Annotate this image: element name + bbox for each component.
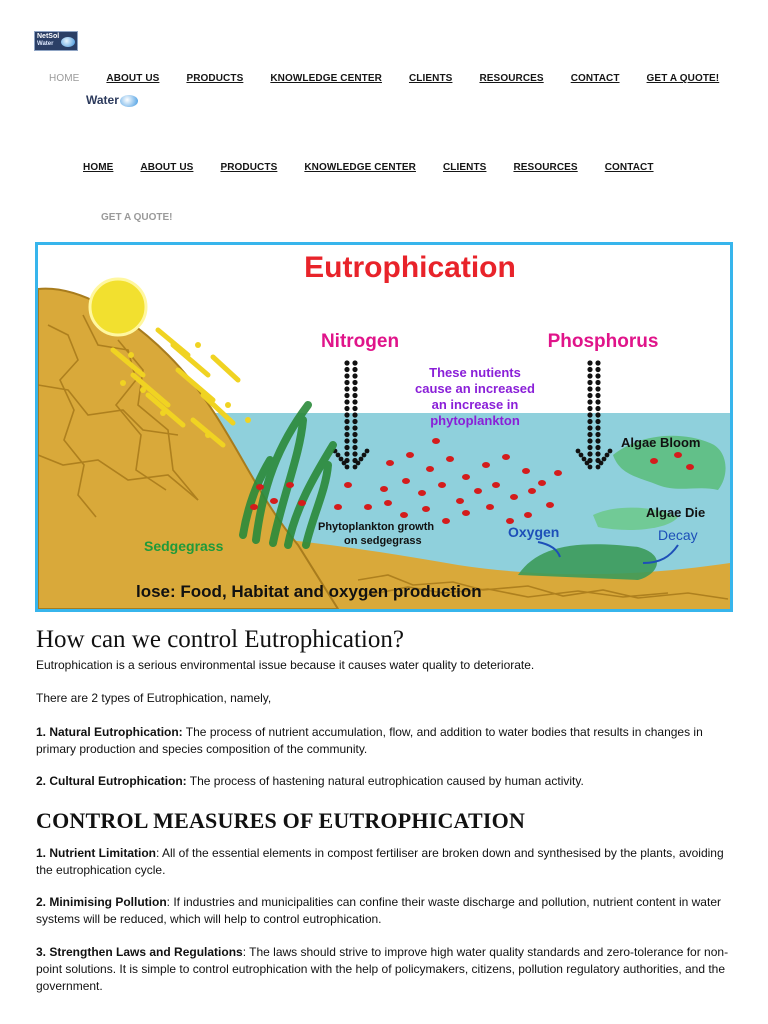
nutrient-dot xyxy=(352,380,357,385)
nutrient-dot xyxy=(595,425,600,430)
nutrient-dot xyxy=(587,451,592,456)
nutrient-dot xyxy=(599,461,604,466)
nutrient-dot xyxy=(582,457,587,462)
nutrient-dot xyxy=(587,412,592,417)
nutrient-dot xyxy=(342,461,347,466)
nutrient-dot xyxy=(595,373,600,378)
nav-contact[interactable]: CONTACT xyxy=(570,73,620,84)
phytoplankton-dot xyxy=(546,502,554,508)
nav2-about-us[interactable]: ABOUT US xyxy=(140,162,194,173)
nav-products[interactable]: PRODUCTS xyxy=(186,73,244,84)
nutrient-dot xyxy=(576,449,581,454)
nav-about-us[interactable]: ABOUT US xyxy=(106,73,160,84)
phyto-growth-line2: on sedgegrass xyxy=(344,535,422,547)
eutrophication-illustration xyxy=(35,242,733,612)
nav2-resources[interactable]: RESOURCES xyxy=(513,162,578,173)
measure2-label: 2. Minimising Pollution xyxy=(36,895,167,909)
phytoplankton-dot xyxy=(426,466,434,472)
nutrient-dot xyxy=(352,406,357,411)
nutrients-note-line2: cause an increased xyxy=(415,381,535,396)
water-drop-icon xyxy=(61,37,75,47)
nutrient-dot xyxy=(344,451,349,456)
phytoplankton-dot xyxy=(442,518,450,524)
phytoplankton-dot xyxy=(538,480,546,486)
nutrient-dot xyxy=(595,445,600,450)
phytoplankton-dot xyxy=(364,504,372,510)
phytoplankton-dot xyxy=(650,458,658,464)
nutrient-dot xyxy=(587,399,592,404)
phosphorus-label: Phosphorus xyxy=(547,331,659,352)
nutrient-dot xyxy=(608,449,613,454)
type2-label: 2. Cultural Eutrophication: xyxy=(36,774,187,788)
measure1-label: 1. Nutrient Limitation xyxy=(36,846,156,860)
phytoplankton-dot xyxy=(482,462,490,468)
nutrient-dot xyxy=(587,373,592,378)
nutrient-dot xyxy=(588,465,593,470)
nutrient-dot xyxy=(595,432,600,437)
phytoplankton-dot xyxy=(492,482,500,488)
nutrient-dot xyxy=(596,465,601,470)
phytoplankton-dot xyxy=(462,474,470,480)
nutrient-dot xyxy=(587,360,592,365)
nutrient-dot xyxy=(353,465,358,470)
nutrients-note-line3: an increase in xyxy=(431,397,519,412)
measure3-paragraph xyxy=(36,944,736,995)
type1-text: The process of nutrient accumulation, flow, and addition to water bodies that results in changes in primary production and species composition of the community. xyxy=(36,725,703,756)
algae-die-label: Algae Die xyxy=(646,505,706,520)
phytoplankton-dot xyxy=(474,488,482,494)
nutrient-dot xyxy=(579,453,584,458)
phytoplankton-dot xyxy=(402,478,410,484)
nutrient-dot xyxy=(344,373,349,378)
nav-clients[interactable]: CLIENTS xyxy=(408,73,453,84)
nav2-knowledge-center[interactable]: KNOWLEDGE CENTER xyxy=(304,162,416,173)
nutrient-dot xyxy=(602,457,607,462)
phytoplankton-dot xyxy=(502,454,510,460)
type1-label: 1. Natural Eutrophication: xyxy=(36,725,183,739)
nutrient-dot xyxy=(595,360,600,365)
nutrient-dot xyxy=(587,419,592,424)
nutrient-dot xyxy=(344,360,349,365)
phytoplankton-dot xyxy=(432,438,440,444)
phytoplankton-dot xyxy=(418,490,426,496)
nutrient-dot xyxy=(344,406,349,411)
phytoplankton-dot xyxy=(256,484,264,490)
nutrient-dot xyxy=(352,373,357,378)
oxygen-label: Oxygen xyxy=(508,524,560,540)
phytoplankton-dot xyxy=(384,500,392,506)
nutrient-dot xyxy=(605,453,610,458)
nutrient-dot xyxy=(587,406,592,411)
phytoplankton-dot xyxy=(250,504,258,510)
netsol-logo[interactable] xyxy=(34,31,78,51)
nutrient-dot xyxy=(595,438,600,443)
nutrient-dot xyxy=(595,412,600,417)
nutrient-dot xyxy=(352,412,357,417)
nutrient-dot xyxy=(352,451,357,456)
water-logo-text: Water xyxy=(86,93,119,107)
nutrient-dot xyxy=(352,367,357,372)
phytoplankton-dot xyxy=(522,468,530,474)
phytoplankton-dot xyxy=(386,460,394,466)
control-measures-heading: CONTROL MEASURES OF EUTROPHICATION xyxy=(36,808,526,833)
logo-line1: NetSol xyxy=(37,33,60,40)
nutrient-dot xyxy=(344,380,349,385)
nitrogen-label: Nitrogen xyxy=(320,331,400,352)
nutrient-dot xyxy=(595,367,600,372)
nutrient-dot xyxy=(365,449,370,454)
type2-paragraph xyxy=(36,773,736,790)
nutrient-dot xyxy=(352,425,357,430)
types-intro: There are 2 types of Eutrophication, namely, xyxy=(36,691,272,705)
nutrient-dot xyxy=(587,380,592,385)
nutrient-dot xyxy=(345,465,350,470)
eutrophication-diagram xyxy=(38,245,730,609)
decay-label: Decay xyxy=(658,527,698,543)
nutrient-dot xyxy=(356,461,361,466)
water-logo[interactable] xyxy=(86,93,138,107)
phytoplankton-dot xyxy=(270,498,278,504)
nutrient-dot xyxy=(344,412,349,417)
nutrient-dot xyxy=(595,451,600,456)
measure1-paragraph xyxy=(36,845,736,879)
nutrient-dot xyxy=(344,438,349,443)
nutrient-dot xyxy=(352,419,357,424)
nutrient-dot xyxy=(587,432,592,437)
sedgegrass-label: Sedgegrass xyxy=(144,538,224,554)
measure2-text: : If industries and municipalities can confine their waste discharge and pollution, nutrient content in water systems will be reduced, which will help to control eutrophication. xyxy=(36,895,721,926)
phytoplankton-dot xyxy=(528,488,536,494)
phyto-growth-line1: Phytoplankton growth xyxy=(318,521,435,533)
lose-caption: lose: Food, Habitat and oxygen production xyxy=(136,582,482,601)
nutrient-dot xyxy=(595,386,600,391)
nutrient-dot xyxy=(344,367,349,372)
nutrients-note-line1: These nutients xyxy=(429,365,521,380)
algae-bloom-label: Algae Bloom xyxy=(621,435,701,450)
phytoplankton-dot xyxy=(400,512,408,518)
nav-knowledge-center[interactable]: KNOWLEDGE CENTER xyxy=(270,73,382,84)
phytoplankton-dot xyxy=(524,512,532,518)
nutrient-dot xyxy=(595,380,600,385)
measure1-text: : All of the essential elements in compost fertiliser are broken down and synthesised by the plants, avoiding the eutrophication cycle. xyxy=(36,846,724,877)
nav2-get-a-quote[interactable]: GET A QUOTE! xyxy=(101,212,173,223)
nutrient-dot xyxy=(344,432,349,437)
phytoplankton-dot xyxy=(406,452,414,458)
diagram-title: Eutrophication xyxy=(304,251,516,284)
nav2-home[interactable]: HOME xyxy=(83,162,114,173)
nav-resources[interactable]: RESOURCES xyxy=(479,73,544,84)
phytoplankton-dot xyxy=(510,494,518,500)
phytoplankton-dot xyxy=(344,482,352,488)
nav-home[interactable]: HOME xyxy=(49,73,80,84)
nutrient-dot xyxy=(352,386,357,391)
nutrient-dot xyxy=(352,445,357,450)
water-drop-icon xyxy=(120,95,138,107)
measure3-label: 3. Strengthen Laws and Regulations xyxy=(36,945,243,959)
nutrient-dot xyxy=(595,406,600,411)
nutrient-dot xyxy=(336,453,341,458)
phytoplankton-dot xyxy=(298,500,306,506)
nutrient-dot xyxy=(352,393,357,398)
phytoplankton-dot xyxy=(286,482,294,488)
nutrient-dot xyxy=(339,457,344,462)
type1-paragraph xyxy=(36,724,736,758)
nutrient-dot xyxy=(587,438,592,443)
phytoplankton-dot xyxy=(422,506,430,512)
nutrient-dot xyxy=(587,445,592,450)
phytoplankton-dot xyxy=(438,482,446,488)
phytoplankton-dot xyxy=(456,498,464,504)
nutrient-dot xyxy=(344,393,349,398)
phytoplankton-dot xyxy=(554,470,562,476)
phytoplankton-dot xyxy=(462,510,470,516)
nutrient-dot xyxy=(344,445,349,450)
nutrient-dot xyxy=(352,399,357,404)
nutrient-dot xyxy=(585,461,590,466)
measure3-text: : The laws should strive to improve high water quality standards and zero-tolerance for non-point solutions. It is simple to control eutrophication with the help of policymakers, citizens, pollution regulatory authorities, and the government. xyxy=(36,945,729,993)
nutrient-dot xyxy=(352,432,357,437)
nutrient-dot xyxy=(595,393,600,398)
nutrient-dot xyxy=(587,367,592,372)
intro-paragraph: Eutrophication is a serious environmental issue because it causes water quality to deteriorate. xyxy=(36,658,535,672)
phytoplankton-dot xyxy=(380,486,388,492)
main-nav xyxy=(49,73,746,84)
nutrient-dot xyxy=(587,386,592,391)
nutrient-dot xyxy=(595,419,600,424)
nutrients-note-line4: phytoplankton xyxy=(430,413,520,428)
phytoplankton-dot xyxy=(486,504,494,510)
nav2-products[interactable]: PRODUCTS xyxy=(220,162,278,173)
nav2-contact[interactable]: CONTACT xyxy=(604,162,654,173)
nav-get-a-quote[interactable]: GET A QUOTE! xyxy=(646,73,720,84)
logo-line2: Water xyxy=(37,41,54,47)
nutrient-dot xyxy=(362,453,367,458)
nutrient-dot xyxy=(344,399,349,404)
nutrient-dot xyxy=(359,457,364,462)
type2-text: The process of hastening natural eutrophication caused by human activity. xyxy=(186,774,584,788)
nutrient-dot xyxy=(344,425,349,430)
nutrient-dot xyxy=(595,399,600,404)
nutrient-dot xyxy=(344,419,349,424)
phytoplankton-dot xyxy=(686,464,694,470)
phytoplankton-dot xyxy=(674,452,682,458)
measure2-paragraph xyxy=(36,894,736,928)
control-heading: How can we control Eutrophication? xyxy=(36,626,404,653)
secondary-nav xyxy=(83,162,681,173)
nav2-clients[interactable]: CLIENTS xyxy=(442,162,487,173)
nutrient-dot xyxy=(352,360,357,365)
phytoplankton-dot xyxy=(446,456,454,462)
nutrient-dot xyxy=(344,386,349,391)
nutrient-dot xyxy=(587,425,592,430)
nutrient-dot xyxy=(352,438,357,443)
nutrient-dot xyxy=(587,393,592,398)
phytoplankton-dot xyxy=(334,504,342,510)
